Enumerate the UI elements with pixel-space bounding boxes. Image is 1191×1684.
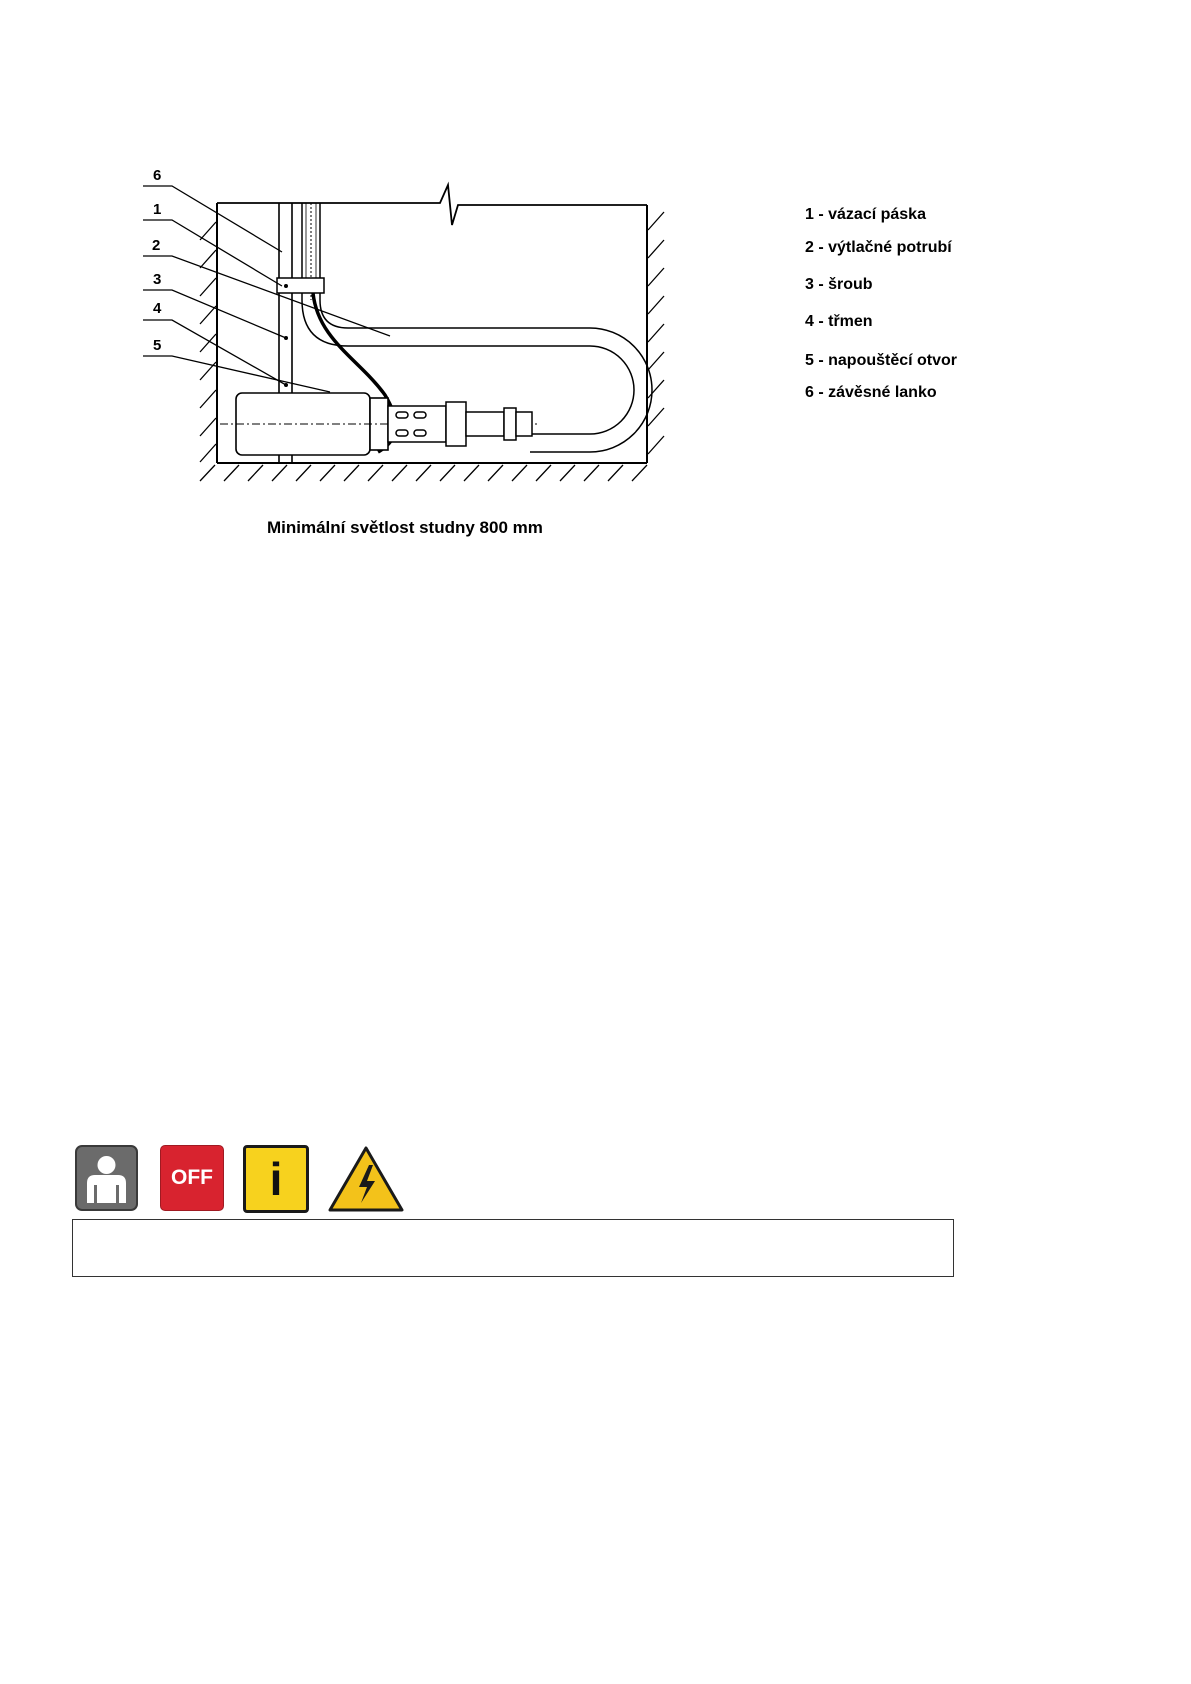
off-icon (160, 1145, 224, 1211)
callout-6: 6 (153, 167, 162, 184)
right-wall-hatching (648, 212, 664, 454)
notice-box (72, 1219, 954, 1277)
legend-item: 6 - závěsné lanko (805, 384, 937, 401)
off-label: OFF (171, 1166, 213, 1189)
callout-2: 2 (152, 237, 161, 254)
figure-caption: Minimální světlost studny 800 mm (267, 518, 543, 537)
legend-item: 1 - vázací páska (805, 206, 926, 223)
floor-hatching (200, 465, 647, 481)
pump-hydraulics (388, 402, 532, 446)
pump-installation-diagram (130, 160, 670, 500)
electric-hazard-icon (327, 1145, 405, 1213)
info-icon (243, 1145, 309, 1213)
callout-1: 1 (153, 201, 162, 218)
person-icon (75, 1145, 138, 1211)
safety-icon-row (75, 1145, 415, 1213)
callout-5: 5 (153, 337, 162, 354)
legend-item: 5 - napouštěcí otvor (805, 352, 958, 369)
legend-item: 4 - třmen (805, 313, 873, 330)
info-label: i (269, 1153, 283, 1205)
binding-strap (277, 278, 324, 293)
legend-item: 3 - šroub (805, 276, 873, 293)
left-wall-hatching (200, 222, 216, 462)
callout-3: 3 (153, 271, 162, 288)
legend-item: 2 - výtlačné potrubí (805, 239, 952, 256)
callout-4: 4 (153, 300, 162, 317)
